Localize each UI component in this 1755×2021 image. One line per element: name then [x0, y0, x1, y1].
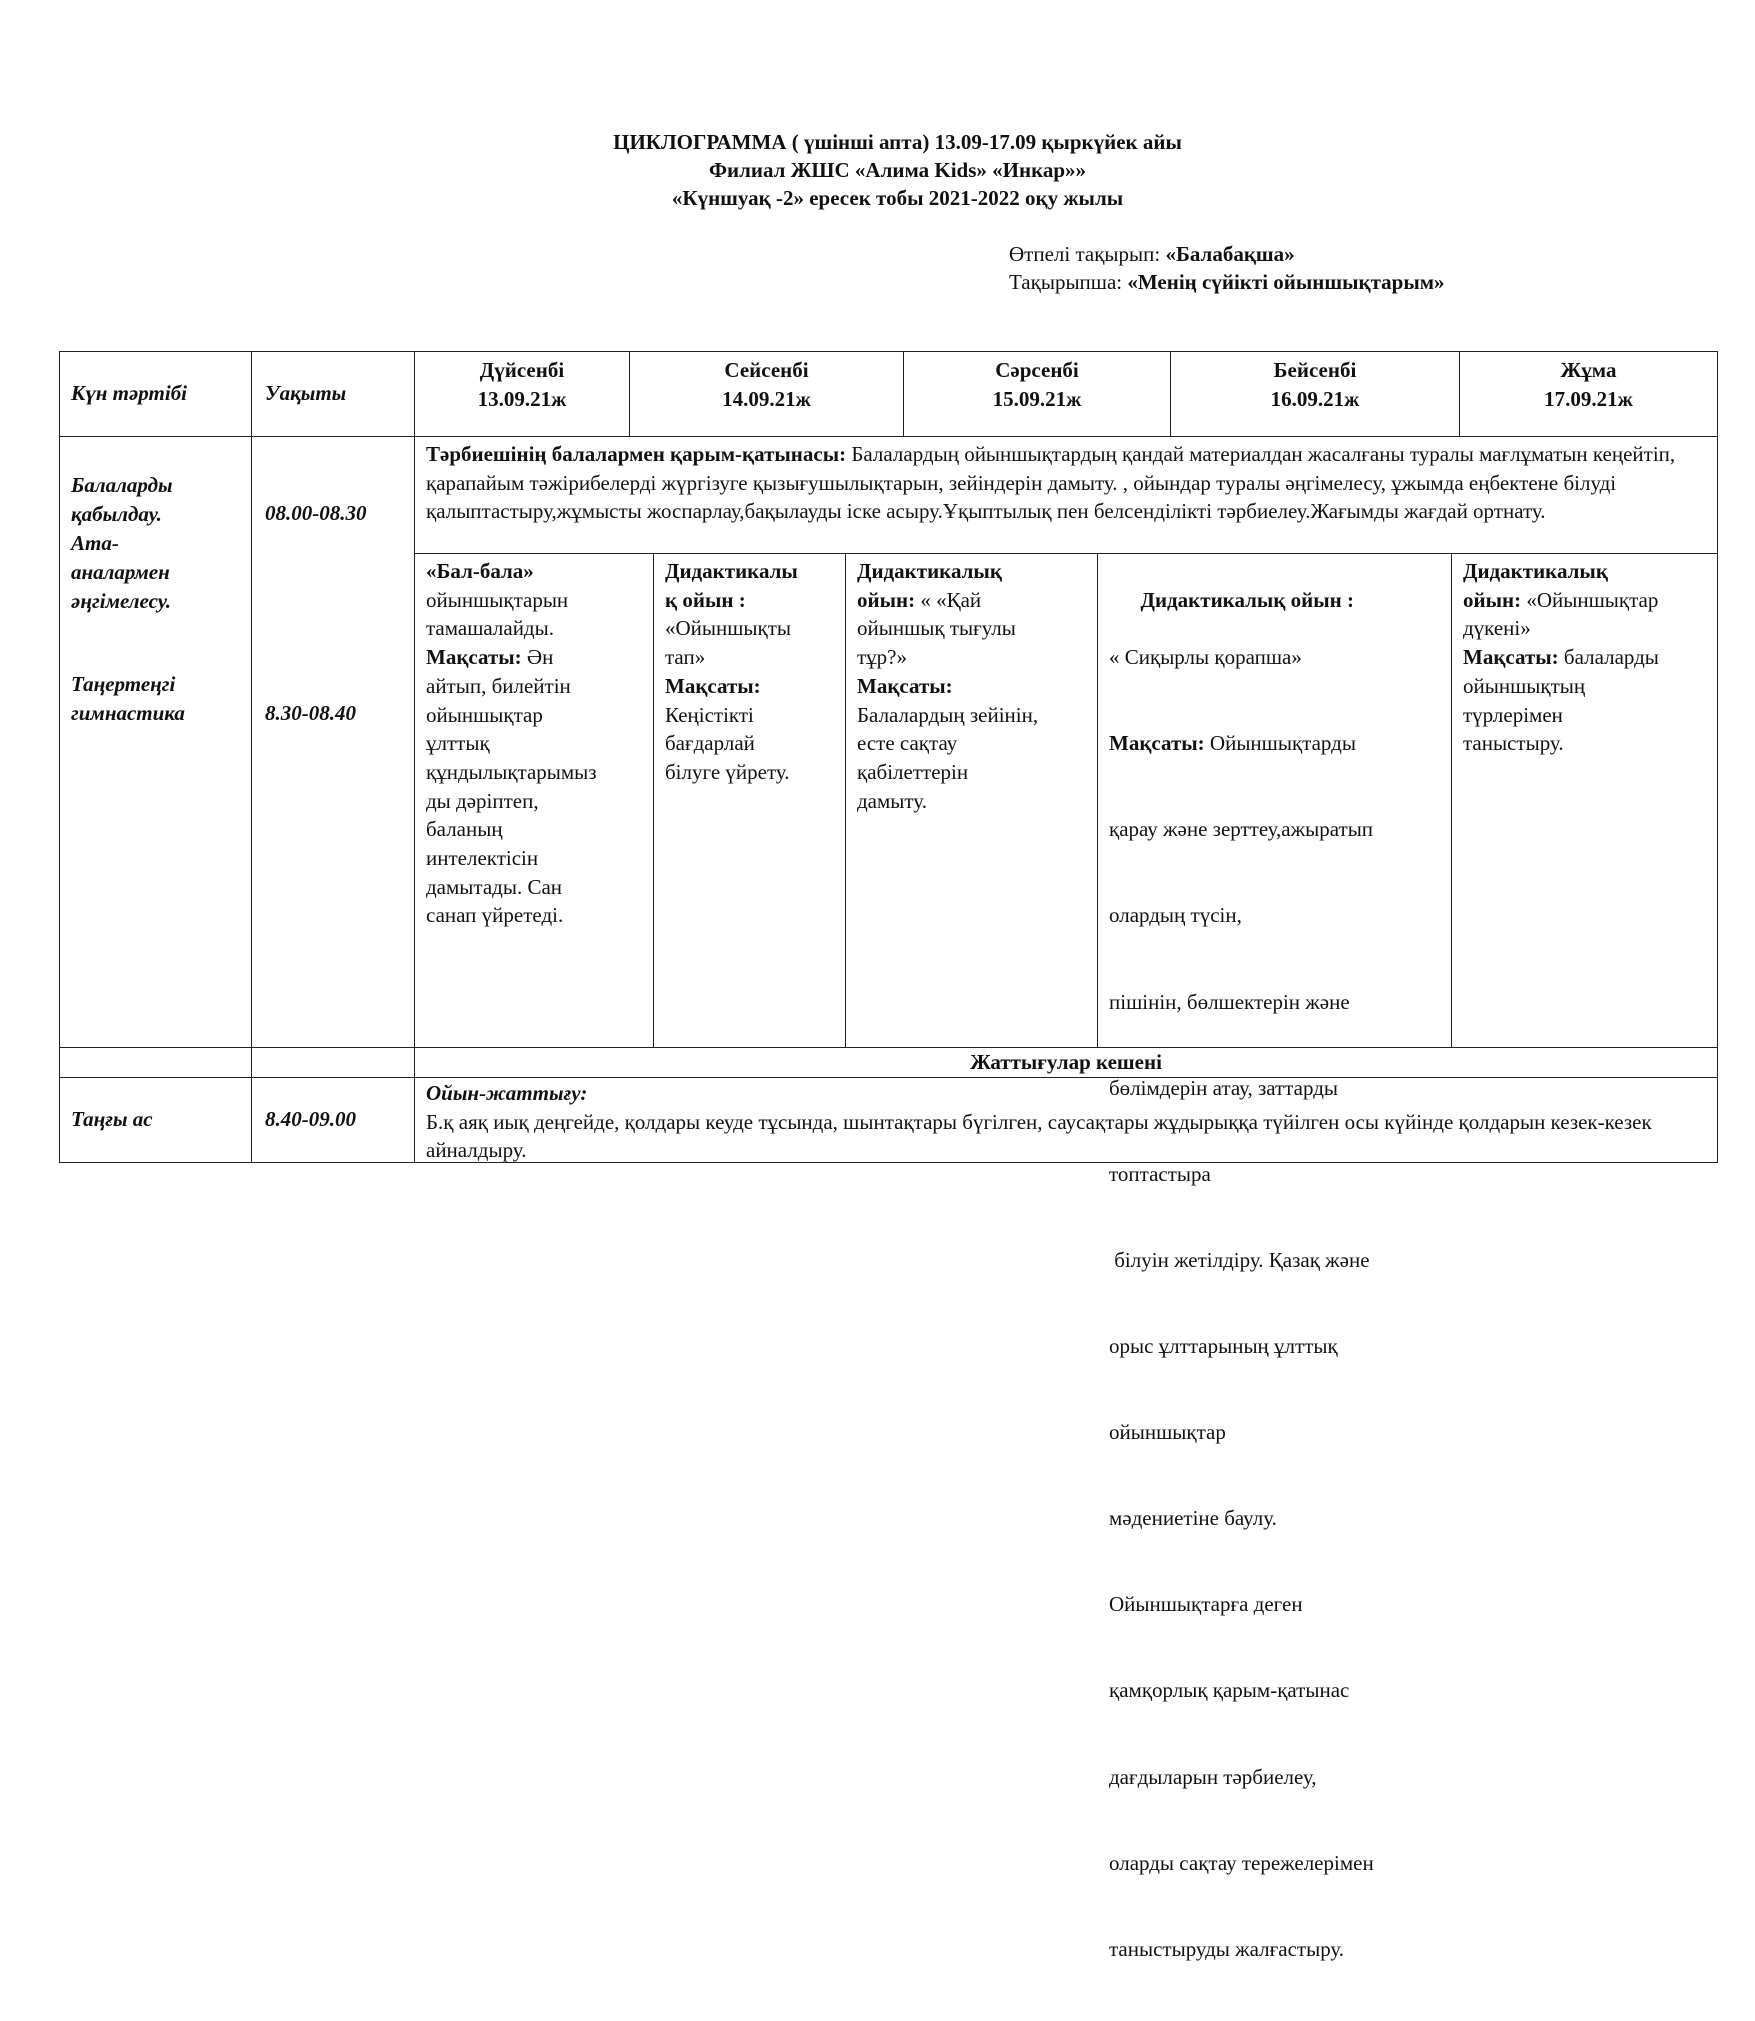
text-line: орыс ұлттарының ұлттық: [1109, 1333, 1338, 1358]
time-gymnastics: 8.30-08.40: [265, 701, 356, 725]
day-header-tuesday: [629, 351, 904, 437]
text-line: 16.09.21ж: [1270, 387, 1360, 411]
monday-title: «Бал-бала»: [426, 559, 534, 583]
row2-routine: [59, 1047, 252, 1078]
wednesday-title: Дидактикалық: [857, 559, 1002, 583]
day-header-thursday: [1170, 351, 1460, 437]
text-line: есте сақтау: [857, 731, 958, 756]
text-line: баланың: [426, 817, 503, 842]
row1-routine: [59, 436, 252, 1048]
text-line: бөлімдерін атау, заттарды: [1109, 1075, 1339, 1100]
text-line: Балаларды: [71, 473, 173, 497]
row2-time: [251, 1047, 415, 1078]
monday-goal-label: Мақсаты:: [426, 645, 522, 670]
row3-routine: [59, 1077, 252, 1163]
text-line: Бейсенбі: [1273, 358, 1357, 382]
text-line: ды дәріптеп,: [426, 788, 539, 813]
text-line: Күн тәртібі: [71, 381, 188, 405]
text-line: қабылдау.: [71, 502, 162, 526]
exercise-text: Б.қ аяқ иық деңгейде, қолдары кеуде тұсында, шынтақтары бүгілген, саусақтары жұдырыққа түйілген осы күйінде қолдарын кезек-кезек айналдыру.: [426, 1109, 1652, 1162]
text-line: Кеңістікті: [665, 702, 754, 727]
thursday-title: Дидактикалық ойын :: [1140, 587, 1355, 612]
friday-game: «Ойыншықтар: [1521, 587, 1659, 612]
text-line: дүкені»: [1463, 616, 1531, 641]
text-line: тамашалайды.: [426, 616, 554, 641]
text-line: ойыншықтарын: [426, 587, 569, 612]
text-line: Дүйсенбі: [479, 358, 565, 382]
text-line: Жұма: [1560, 358, 1617, 382]
text-line: ойыншықтар: [426, 702, 543, 727]
text-line: Таңертеңгі: [71, 672, 176, 696]
exercise-label: Ойын-жаттығу:: [426, 1081, 588, 1105]
text-line: ұлттық: [426, 731, 490, 756]
tuesday-activity: [653, 553, 846, 1048]
day-header-monday: [414, 351, 630, 437]
col-routine-header: [59, 351, 252, 437]
text-line: 15.09.21ж: [992, 387, 1082, 411]
text-line: Уақыты: [265, 381, 347, 405]
header-branch: Филиал ЖШС «Алима Kids» «Инкар»»: [708, 158, 1087, 182]
text-line: 14.09.21ж: [722, 387, 811, 411]
text-line: дамыту.: [857, 788, 927, 813]
sub-topic-label: Тақырыпша:: [1009, 270, 1128, 294]
through-topic-value: «Балабақша»: [1165, 242, 1295, 266]
text-line: түрлерімен: [1463, 702, 1563, 727]
text-line: қамқорлық қарым-қатынас: [1109, 1678, 1350, 1703]
routine-reception: [71, 471, 173, 616]
communication-text: Балалардың ойыншықтардың қандай материалдан жасалғаны туралы мағлұматын кеңейтіп, қарапайым тәжірибелерді жүргізуге қызығушылықтарын, зейіндерін дамыту. , ойындар туралы әңгімелесу, ұжымда еңбектене білуді қалыптастыру,жұмысты жоспарлау,бақылауды іске асыру.Ұқыптылық пен белсенділікті тәрбиелеу.Жағымды жағдай ортнату.: [426, 442, 1676, 523]
text-line: Ата-: [71, 531, 119, 555]
text-line: балаларды: [1558, 645, 1659, 670]
breakfast-exercise: [414, 1077, 1718, 1163]
text-line: олардың түсін,: [1109, 903, 1242, 928]
text-line: құндылықтарымыз: [426, 759, 597, 784]
text-line: Ойыншықтарды: [1204, 731, 1356, 756]
tuesday-title: Дидактикалы: [665, 559, 798, 583]
text-line: гимнастика: [71, 701, 185, 725]
thursday-game: « Сиқырлы қорапша»: [1109, 645, 1302, 670]
sub-topic-value: «Менің сүйікті ойыншықтарым»: [1127, 270, 1445, 294]
monday-activity: [414, 553, 654, 1048]
text-line: мәдениетіне баулу.: [1109, 1506, 1277, 1531]
text-line: оларды сақтау тережелерімен: [1109, 1850, 1374, 1875]
document-header: [0, 128, 1755, 212]
routine-gymnastics: [71, 670, 185, 728]
text-line: қ ойын :: [665, 587, 746, 612]
wednesday-activity: [845, 553, 1098, 1048]
header-title: ЦИКЛОГРАММА ( үшінші апта) 13.09-17.09 қыркүйек айы: [613, 130, 1182, 154]
row3-time: [251, 1077, 415, 1163]
row1-time: [251, 436, 415, 1048]
through-topic: [1009, 240, 1295, 268]
text-line: аналармен: [71, 560, 170, 584]
thursday-activity: [1097, 553, 1452, 1961]
col-time-header: [251, 351, 415, 437]
friday-title: Дидактикалық: [1463, 559, 1608, 583]
teacher-communication: [414, 436, 1718, 554]
text-line: білуін жетілдіру. Қазақ және: [1109, 1247, 1370, 1272]
text-line: Ойыншықтарға деген: [1109, 1592, 1303, 1617]
text-line: дағдыларын тәрбиелеу,: [1109, 1764, 1317, 1789]
time-breakfast: 8.40-09.00: [265, 1107, 356, 1131]
sub-topic: [1009, 268, 1445, 296]
through-topic-label: Өтпелі тақырып:: [1009, 242, 1166, 266]
communication-label: Тәрбиешінің балалармен қарым-қатынасы:: [426, 442, 847, 466]
wednesday-game: « «Қай: [915, 587, 982, 612]
text-line: бағдарлай: [665, 731, 755, 756]
text-line: санап үйретеді.: [426, 903, 564, 928]
text-line: дамытады. Сан: [426, 874, 563, 899]
text-line: ойыншықтың: [1463, 673, 1586, 698]
friday-activity: [1451, 553, 1718, 1048]
text-line: пішінін, бөлшектерін және: [1109, 989, 1350, 1014]
wednesday-goal-label: Мақсаты:: [857, 673, 953, 698]
text-line: айтып, билейтін: [426, 673, 571, 698]
text-line: ойын:: [857, 587, 916, 612]
text-line: әңгімелесу.: [71, 589, 171, 613]
text-line: таныстыру.: [1463, 731, 1564, 756]
text-line: ойыншықтар: [1109, 1420, 1226, 1445]
text-line: интелектісін: [426, 846, 539, 871]
text-line: Балалардың зейінін,: [857, 702, 1039, 727]
text-line: білуге үйрету.: [665, 759, 790, 784]
text-line: Ән: [521, 645, 554, 670]
text-line: 13.09.21ж: [477, 387, 567, 411]
day-header-friday: [1459, 351, 1718, 437]
text-line: топтастыра: [1109, 1161, 1211, 1186]
text-line: ойыншық тығулы: [857, 616, 1016, 641]
exercise-complex: Жаттығулар кешені: [414, 1047, 1718, 1078]
text-line: таныстыруды жалғастыру.: [1109, 1936, 1345, 1961]
day-header-wednesday: [903, 351, 1171, 437]
time-reception: 08.00-08.30: [265, 501, 367, 525]
friday-goal-label: Мақсаты:: [1463, 645, 1559, 670]
text-line: Сәрсенбі: [995, 358, 1079, 382]
routine-breakfast: Таңғы ас: [71, 1107, 153, 1131]
text-line: 17.09.21ж: [1544, 387, 1633, 411]
tuesday-game: «Ойыншықты: [665, 616, 792, 641]
tuesday-goal-label: Мақсаты:: [665, 673, 761, 698]
text-line: тап»: [665, 645, 706, 670]
text-line: қарау және зерттеу,ажыратып: [1109, 817, 1374, 842]
text-line: Сейсенбі: [724, 358, 809, 382]
text-line: қабілеттерін: [857, 759, 969, 784]
thursday-goal-label: Мақсаты:: [1109, 731, 1205, 756]
text-line: тұр?»: [857, 645, 907, 670]
text-line: ойын:: [1463, 587, 1522, 612]
header-group: «Күншуақ -2» ересек тобы 2021-2022 оқу жылы: [671, 186, 1124, 210]
